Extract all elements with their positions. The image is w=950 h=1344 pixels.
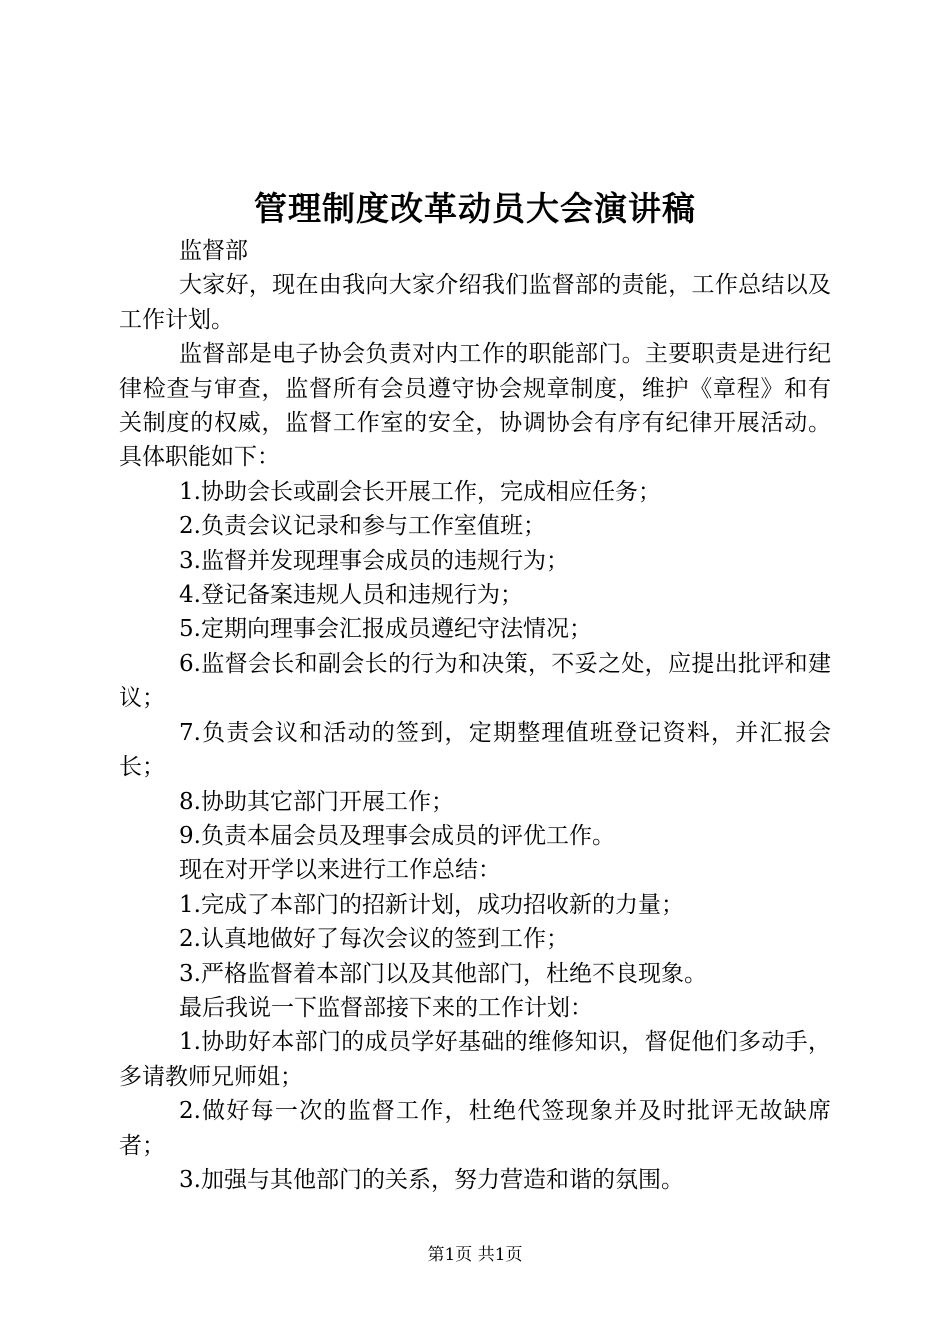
list-item-duty-5: 5.定期向理事会汇报成员遵纪守法情况； [179, 616, 592, 643]
list-item-summary-1: 1.完成了本部门的招新计划，成功招收新的力量； [179, 891, 684, 918]
list-item-plan-3: 3.加强与其他部门的关系，努力营造和谐的氛围。 [179, 1166, 684, 1193]
document-title: 管理制度改革动员大会演讲稿 [254, 189, 696, 228]
list-item-plan-1: 1.协助好本部门的成员学好基础的维修知识，督促他们多动手，多请教师兄师姐； [119, 1029, 831, 1090]
list-item-duty-9: 9.负责本届会员及理事会成员的评优工作。 [179, 822, 615, 849]
list-item-duty-7: 7.负责会议和活动的签到，定期整理值班登记资料，并汇报会长； [119, 719, 831, 781]
paragraph-greeting: 大家好，现在由我向大家介绍我们监督部的责能，工作总结以及工作计划。 [119, 272, 831, 333]
list-item-duty-6: 6.监督会长和副会长的行为和决策，不妥之处，应提出批评和建议； [119, 650, 831, 712]
list-item-duty-4: 4.登记备案违规人员和违规行为； [179, 582, 523, 609]
list-item-duty-8: 8.协助其它部门开展工作； [179, 788, 454, 815]
list-item-duty-2: 2.负责会议记录和参与工作室值班； [179, 513, 546, 540]
list-item-plan-2: 2.做好每一次的监督工作，杜绝代签现象并及时批评无故缺席者； [119, 1098, 831, 1159]
list-item-duty-3: 3.监督并发现理事会成员的违规行为； [179, 547, 569, 574]
list-item-summary-3: 3.严格监督着本部门以及其他部门，杜绝不良现象。 [179, 960, 707, 987]
paragraph-department: 监督部 [179, 238, 248, 264]
list-item-summary-2: 2.认真地做好了每次会议的签到工作； [179, 926, 569, 953]
paragraph-duties-intro: 监督部是电子协会负责对内工作的职能部门。主要职责是进行纪律检查与审查，监督所有会员遵守协会规章制度，维护《章程》和有关制度的权威，监督工作室的安全，协调协会有序有纪律开展活动。具体职能如下： [119, 341, 831, 471]
paragraph-plan-intro: 最后我说一下监督部接下来的工作计划： [179, 994, 593, 1021]
page-footer: 第1页 共1页 [427, 1245, 523, 1265]
list-item-duty-1: 1.协助会长或副会长开展工作，完成相应任务； [179, 478, 661, 505]
paragraph-summary-intro: 现在对开学以来进行工作总结： [179, 857, 501, 884]
document-body [119, 234, 831, 1197]
